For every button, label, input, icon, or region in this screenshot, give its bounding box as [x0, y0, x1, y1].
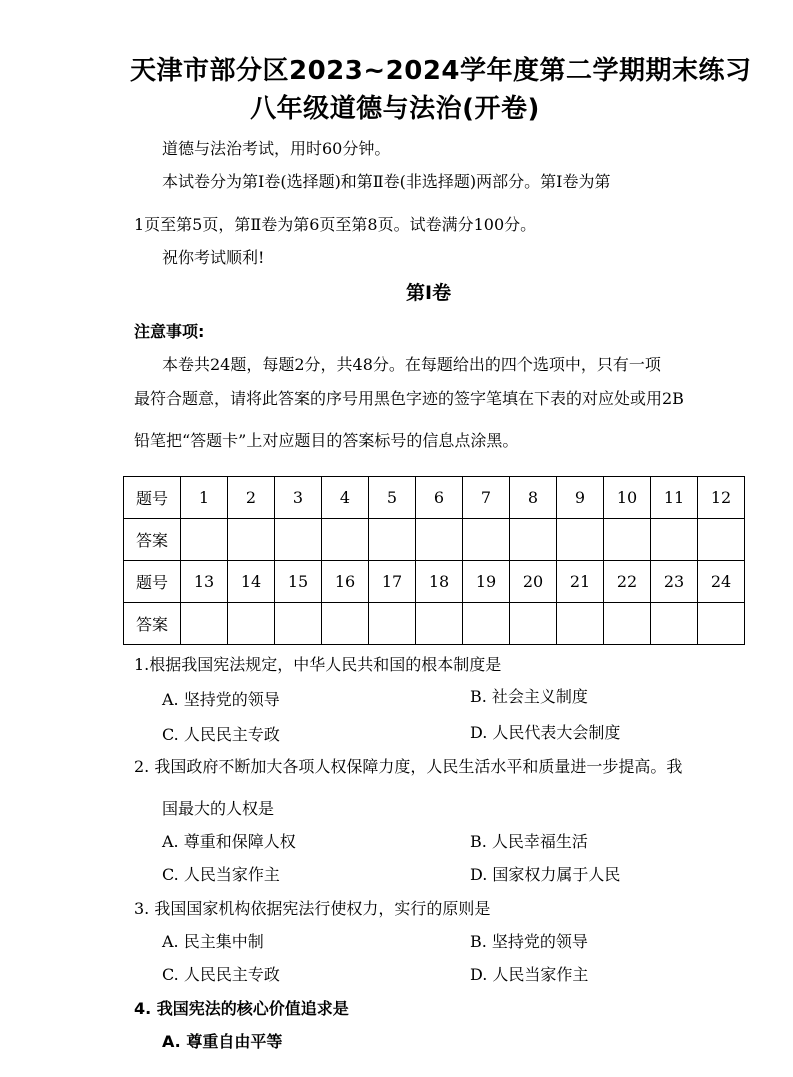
answer-cell[interactable] — [228, 603, 275, 645]
notice-label: 注意事项: — [134, 322, 205, 341]
question-number-cell: 13 — [181, 561, 228, 603]
answer-table — [123, 476, 745, 645]
intro-line-3: 1页至第5页，第Ⅱ卷为第6页至第8页。试卷满分100分。 — [134, 215, 537, 234]
answer-cell[interactable] — [510, 603, 557, 645]
question-number-cell: 11 — [651, 477, 698, 519]
answer-cell[interactable] — [369, 603, 416, 645]
question-3-option-b: B. 坚持党的领导 — [470, 932, 588, 951]
question-number-cell: 8 — [510, 477, 557, 519]
question-number-cell: 1 — [181, 477, 228, 519]
answer-cell[interactable] — [651, 603, 698, 645]
question-number-cell: 5 — [369, 477, 416, 519]
question-2-option-b: B. 人民幸福生活 — [470, 832, 588, 851]
question-number-cell: 3 — [275, 477, 322, 519]
question-1-option-b: B. 社会主义制度 — [470, 687, 588, 706]
question-number-cell: 18 — [416, 561, 463, 603]
answer-cell[interactable] — [557, 519, 604, 561]
question-number-cell: 21 — [557, 561, 604, 603]
question-2-option-c: C. 人民当家作主 — [162, 865, 280, 884]
notice-line-2: 最符合题意，请将此答案的序号用黑色字迹的签字笔填在下表的对应处或用2B — [134, 389, 684, 408]
question-3-option-c: C. 人民民主专政 — [162, 965, 280, 984]
question-1-option-c: C. 人民民主专政 — [162, 725, 280, 744]
answer-cell[interactable] — [463, 519, 510, 561]
answer-cell[interactable] — [698, 519, 745, 561]
notice-line-3: 铅笔把“答题卡”上对应题目的答案标号的信息点涂黑。 — [134, 431, 519, 450]
intro-line-4: 祝你考试顺利! — [162, 248, 265, 267]
answer-cell[interactable] — [322, 519, 369, 561]
answer-cell[interactable] — [604, 603, 651, 645]
question-2-option-a: A. 尊重和保障人权 — [162, 832, 296, 851]
answer-cell[interactable] — [275, 603, 322, 645]
question-number-cell: 10 — [604, 477, 651, 519]
question-number-cell: 20 — [510, 561, 557, 603]
question-3-option-d: D. 人民当家作主 — [470, 965, 589, 984]
question-number-row — [124, 561, 745, 603]
question-number-cell: 9 — [557, 477, 604, 519]
question-4-stem: 4. 我国宪法的核心价值追求是 — [134, 999, 349, 1018]
answer-cell[interactable] — [416, 519, 463, 561]
answer-cell[interactable] — [228, 519, 275, 561]
question-number-cell: 19 — [463, 561, 510, 603]
question-number-cell: 23 — [651, 561, 698, 603]
question-1-option-a: A. 坚持党的领导 — [162, 690, 280, 709]
question-number-cell: 14 — [228, 561, 275, 603]
question-1-stem: 1.根据我国宪法规定，中华人民共和国的根本制度是 — [134, 655, 502, 674]
question-number-cell: 4 — [322, 477, 369, 519]
question-number-cell: 7 — [463, 477, 510, 519]
question-number-cell: 17 — [369, 561, 416, 603]
exam-title-line2: 八年级道德与法治(开卷) — [250, 94, 540, 124]
question-number-cell: 15 — [275, 561, 322, 603]
answer-cell[interactable] — [322, 603, 369, 645]
question-number-cell: 16 — [322, 561, 369, 603]
question-number-cell: 2 — [228, 477, 275, 519]
answer-cell[interactable] — [604, 519, 651, 561]
answer-cell[interactable] — [651, 519, 698, 561]
answer-cell[interactable] — [416, 603, 463, 645]
question-number-row — [124, 477, 745, 519]
answer-cell[interactable] — [275, 519, 322, 561]
question-label-cell: 题号 — [124, 477, 181, 519]
question-3-stem: 3. 我国国家机构依据宪法行使权力，实行的原则是 — [134, 899, 491, 918]
answer-cell[interactable] — [510, 519, 557, 561]
answer-cell[interactable] — [181, 519, 228, 561]
answer-cell[interactable] — [698, 603, 745, 645]
notice-line-1: 本卷共24题，每题2分，共48分。在每题给出的四个选项中，只有一项 — [162, 355, 661, 374]
answer-label-cell: 答案 — [124, 519, 181, 561]
question-4-option-a: A. 尊重自由平等 — [162, 1032, 283, 1051]
intro-line-1: 道德与法治考试，用时60分钟。 — [162, 139, 391, 158]
answer-cell[interactable] — [181, 603, 228, 645]
question-3-option-a: A. 民主集中制 — [162, 932, 264, 951]
answer-cell[interactable] — [463, 603, 510, 645]
question-number-cell: 24 — [698, 561, 745, 603]
intro-line-2: 本试卷分为第Ⅰ卷(选择题)和第Ⅱ卷(非选择题)两部分。第Ⅰ卷为第 — [162, 172, 611, 191]
question-2-stem-line1: 2. 我国政府不断加大各项人权保障力度，人民生活水平和质量进一步提高。我 — [134, 757, 683, 776]
section-title: 第Ⅰ卷 — [406, 282, 452, 304]
question-label-cell: 题号 — [124, 561, 181, 603]
question-number-cell: 22 — [604, 561, 651, 603]
question-number-cell: 12 — [698, 477, 745, 519]
question-number-cell: 6 — [416, 477, 463, 519]
question-1-option-d: D. 人民代表大会制度 — [470, 723, 621, 742]
question-2-option-d: D. 国家权力属于人民 — [470, 865, 621, 884]
answer-row — [124, 519, 745, 561]
question-2-stem-line2: 国最大的人权是 — [162, 799, 275, 818]
answer-cell[interactable] — [557, 603, 604, 645]
answer-row — [124, 603, 745, 645]
answer-cell[interactable] — [369, 519, 416, 561]
answer-label-cell: 答案 — [124, 603, 181, 645]
exam-title-line1: 天津市部分区2023~2024学年度第二学期期末练习 — [130, 56, 752, 86]
